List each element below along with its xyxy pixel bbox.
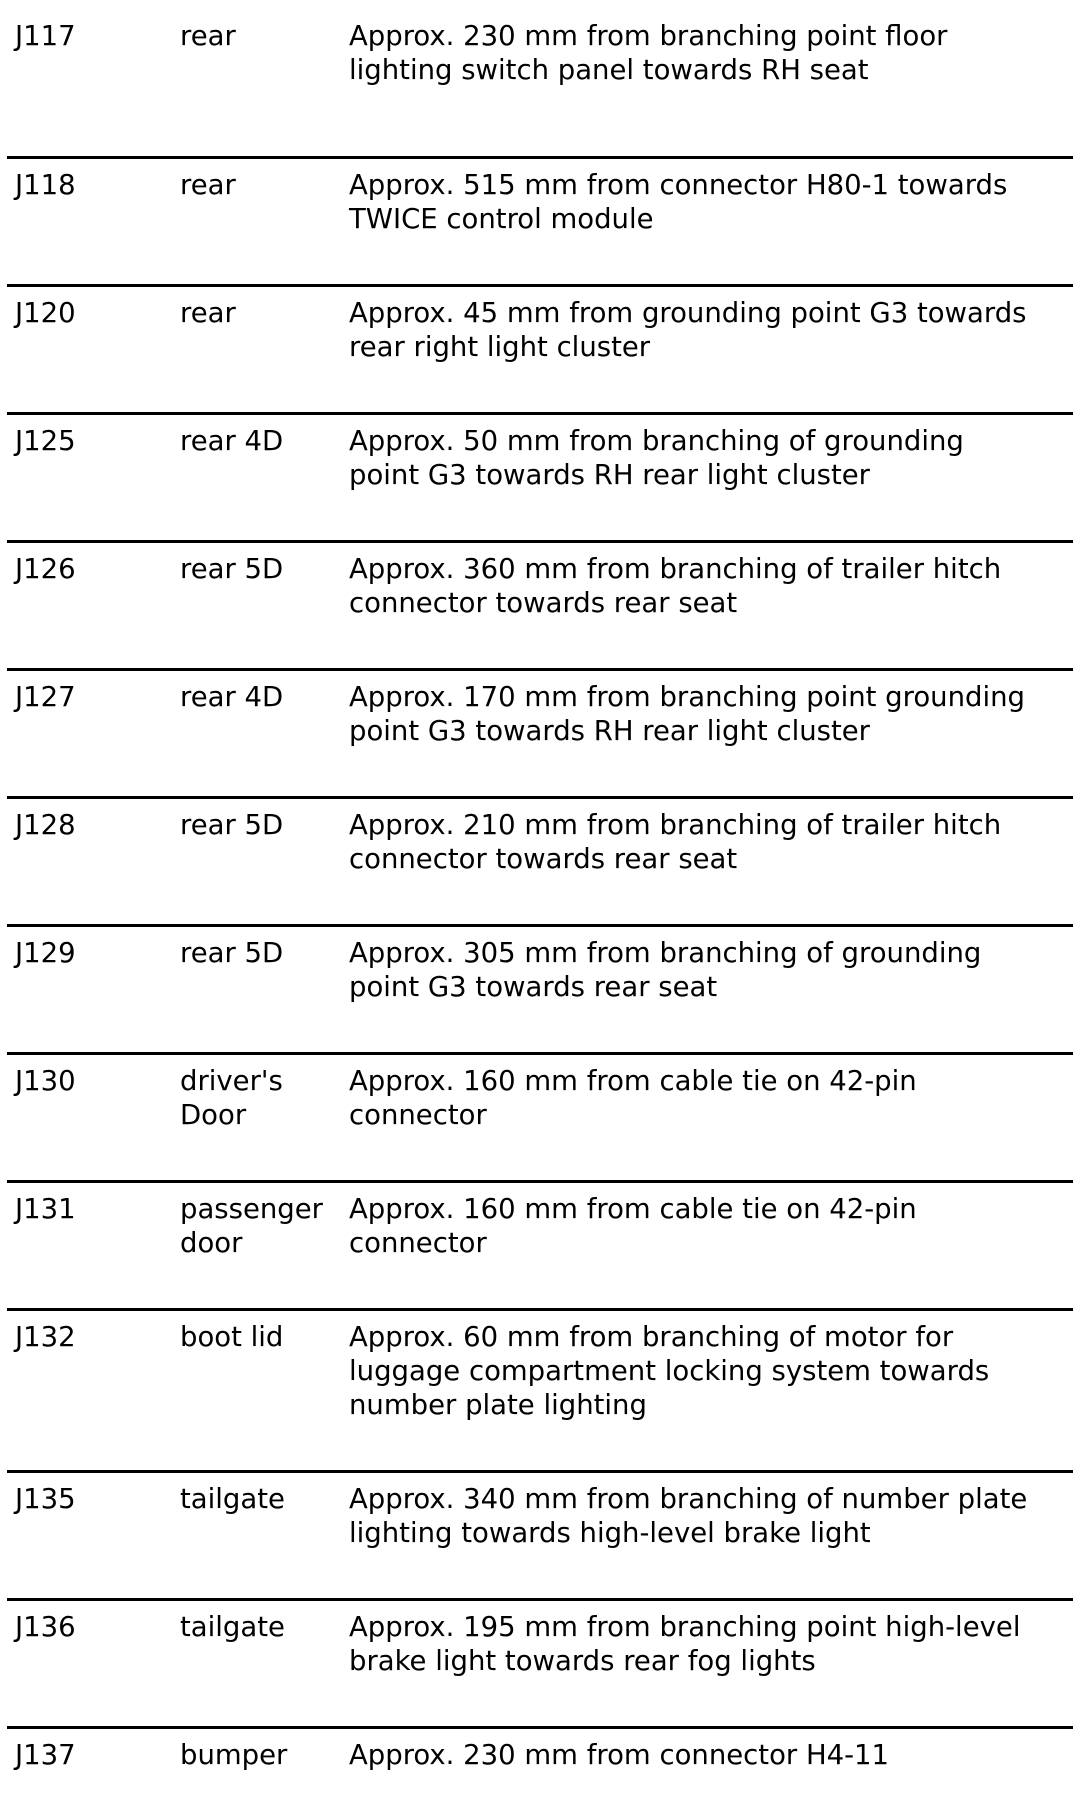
row-location: rear 5D <box>180 809 284 841</box>
row-description: Approx. 515 mm from connector H80-1 towards TWICE control module <box>349 169 1008 235</box>
row-id: J131 <box>15 1193 76 1225</box>
table-row <box>7 668 1073 796</box>
row-location: rear 4D <box>180 425 284 457</box>
row-id: J126 <box>15 553 76 585</box>
row-description: Approx. 230 mm from connector H4-11 <box>349 1739 890 1771</box>
row-description: Approx. 45 mm from grounding point G3 towards rear right light cluster <box>349 297 1027 363</box>
row-id: J137 <box>15 1739 76 1771</box>
row-id: J125 <box>15 425 76 457</box>
row-location: rear 5D <box>180 553 284 585</box>
row-location: passenger door <box>180 1193 323 1259</box>
table-row <box>7 1180 1073 1308</box>
row-location: boot lid <box>180 1321 284 1353</box>
row-description: Approx. 230 mm from branching point floor lighting switch panel towards RH seat <box>349 20 948 86</box>
row-description: Approx. 360 mm from branching of trailer hitch connector towards rear seat <box>349 553 1002 619</box>
row-description: Approx. 50 mm from branching of grounding point G3 towards RH rear light cluster <box>349 425 964 491</box>
row-location: rear 5D <box>180 937 284 969</box>
table-row <box>7 540 1073 668</box>
table-row <box>7 284 1073 412</box>
row-description: Approx. 340 mm from branching of number plate lighting towards high-level brake light <box>349 1483 1028 1549</box>
row-id: J132 <box>15 1321 76 1353</box>
row-location: rear <box>180 297 236 329</box>
row-location: rear 4D <box>180 681 284 713</box>
table-row <box>7 1052 1073 1180</box>
row-location: driver's Door <box>180 1065 283 1131</box>
row-location: bumper <box>180 1739 288 1771</box>
table-row <box>7 1308 1073 1470</box>
row-description: Approx. 195 mm from branching point high-level brake light towards rear fog lights <box>349 1611 1021 1677</box>
row-location: tailgate <box>180 1483 285 1515</box>
row-id: J129 <box>15 937 76 969</box>
row-id: J128 <box>15 809 76 841</box>
row-id: J135 <box>15 1483 76 1515</box>
row-description: Approx. 160 mm from cable tie on 42-pin connector <box>349 1193 917 1259</box>
table-row <box>7 1726 1073 1796</box>
row-id: J127 <box>15 681 76 713</box>
table-row <box>7 796 1073 924</box>
row-description: Approx. 305 mm from branching of grounding point G3 towards rear seat <box>349 937 982 1003</box>
table-row <box>7 1598 1073 1726</box>
table-row <box>7 1470 1073 1598</box>
table-row <box>7 924 1073 1052</box>
row-description: Approx. 160 mm from cable tie on 42-pin connector <box>349 1065 917 1131</box>
row-id: J118 <box>15 169 76 201</box>
table-row <box>7 19 1073 156</box>
row-id: J136 <box>15 1611 76 1643</box>
row-description: Approx. 60 mm from branching of motor for luggage compartment locking system towards number plate lighting <box>349 1321 990 1421</box>
table-row <box>7 156 1073 284</box>
row-description: Approx. 210 mm from branching of trailer hitch connector towards rear seat <box>349 809 1002 875</box>
row-location: tailgate <box>180 1611 285 1643</box>
row-id: J117 <box>15 20 76 52</box>
row-id: J130 <box>15 1065 76 1097</box>
row-location: rear <box>180 20 236 52</box>
row-description: Approx. 170 mm from branching point grounding point G3 towards RH rear light cluster <box>349 681 1026 747</box>
row-id: J120 <box>15 297 76 329</box>
row-location: rear <box>180 169 236 201</box>
table-row <box>7 412 1073 540</box>
